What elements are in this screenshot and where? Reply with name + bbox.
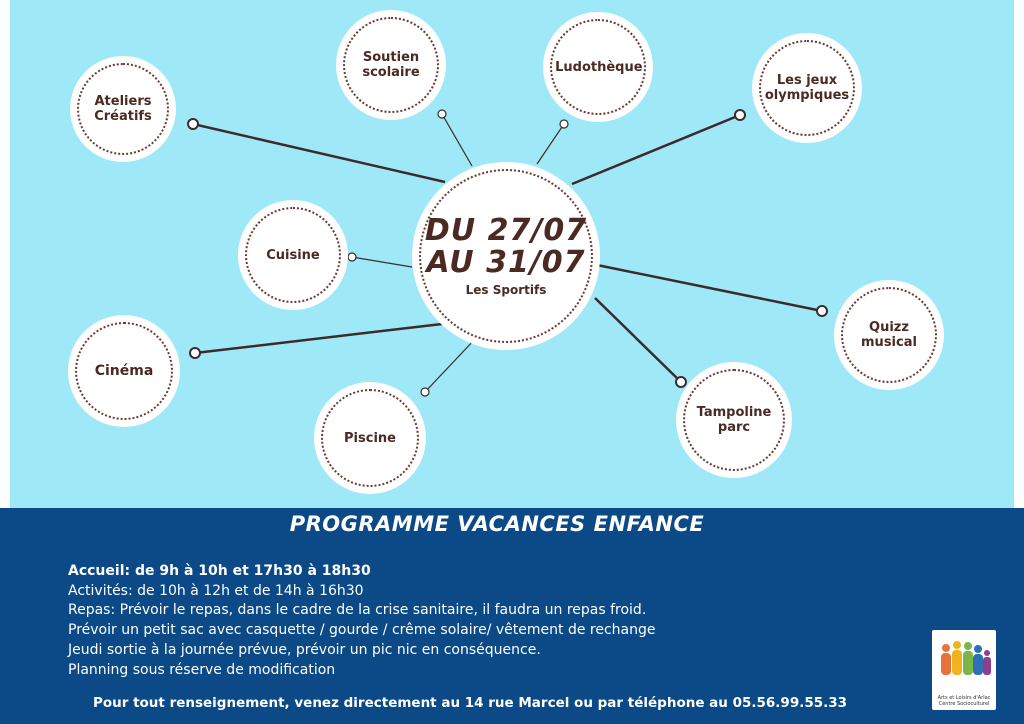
- connector-cuisine: [352, 257, 412, 267]
- people-logo-icon: [932, 636, 996, 692]
- activity-bubble-piscine: [314, 382, 426, 494]
- date-end: AU 31/07: [426, 244, 586, 280]
- center-content: [424, 212, 588, 298]
- connector-ateliers: [193, 124, 445, 182]
- date-start: DU 27/07: [424, 212, 588, 248]
- info-jeudi: Jeudi sortie à la journée prévue, prévoir un pic nic en conséquence.: [68, 641, 541, 658]
- connector-dot: [190, 348, 200, 358]
- connector-dot: [421, 388, 429, 396]
- activity-bubble-cinema: [68, 315, 180, 427]
- info-accueil: Accueil: de 9h à 10h et 17h30 à 18h30: [68, 563, 371, 579]
- connector-quizz: [597, 265, 822, 311]
- connector-cinema: [195, 324, 442, 353]
- theme-subtitle: Les Sportifs: [465, 282, 547, 297]
- activity-label: Tampoline parc: [696, 405, 772, 435]
- activity-label: Quizz musical: [861, 320, 917, 350]
- center-date-bubble: [412, 162, 600, 350]
- connector-piscine: [425, 338, 476, 392]
- connector-tampoline: [595, 298, 681, 382]
- info-list: [68, 562, 655, 680]
- info-planning: Planning sous réserve de modification: [68, 661, 336, 678]
- connector-dot: [735, 110, 745, 120]
- activity-bubble-soutien: [336, 10, 446, 120]
- activity-label: Cinéma: [94, 362, 154, 379]
- activity-bubble-tampoline: [676, 362, 792, 478]
- info-activites: Activités: de 10h à 12h et de 14h à 16h30: [68, 582, 364, 599]
- activity-label: Les jeux olympiques: [764, 73, 850, 103]
- info-sac: Prévoir un petit sac avec casquette / gourde / crême solaire/ vêtement de rechange: [68, 622, 656, 639]
- connector-jeux: [572, 115, 740, 184]
- activity-label: Cuisine: [266, 247, 320, 263]
- centre-logo: [932, 630, 996, 710]
- connector-dot: [188, 119, 198, 129]
- connector-dot: [676, 377, 686, 387]
- activity-bubble-quizz: [834, 280, 944, 390]
- activity-bubble-ludotheque: [543, 12, 653, 122]
- connector-dot: [817, 306, 827, 316]
- connector-soutien: [442, 114, 472, 166]
- connector-dot: [438, 110, 446, 118]
- activity-label: Soutien scolaire: [362, 50, 420, 80]
- activity-label: Ateliers Créatifs: [94, 94, 152, 124]
- connector-ludotheque: [537, 124, 564, 164]
- activity-label: Piscine: [344, 430, 396, 446]
- activity-bubble-cuisine: [238, 200, 348, 310]
- activity-label: Ludothèque: [555, 59, 643, 75]
- activity-bubble-jeux-olympiques: [752, 33, 862, 143]
- info-repas: Repas: Prévoir le repas, dans le cadre de la crise sanitaire, il faudra un repas froid.: [68, 602, 647, 619]
- logo-caption: Arts et Loisirs d'Arlac Centre Socioculturel: [937, 695, 991, 707]
- connector-dot: [348, 253, 356, 261]
- contact-line: Pour tout renseignement, venez directement au 14 rue Marcel ou par téléphone au 05.56.99.55.33: [92, 695, 848, 711]
- program-title: PROGRAMME VACANCES ENFANCE: [289, 512, 705, 536]
- connector-dot: [560, 120, 568, 128]
- activity-bubble-ateliers: [70, 56, 176, 162]
